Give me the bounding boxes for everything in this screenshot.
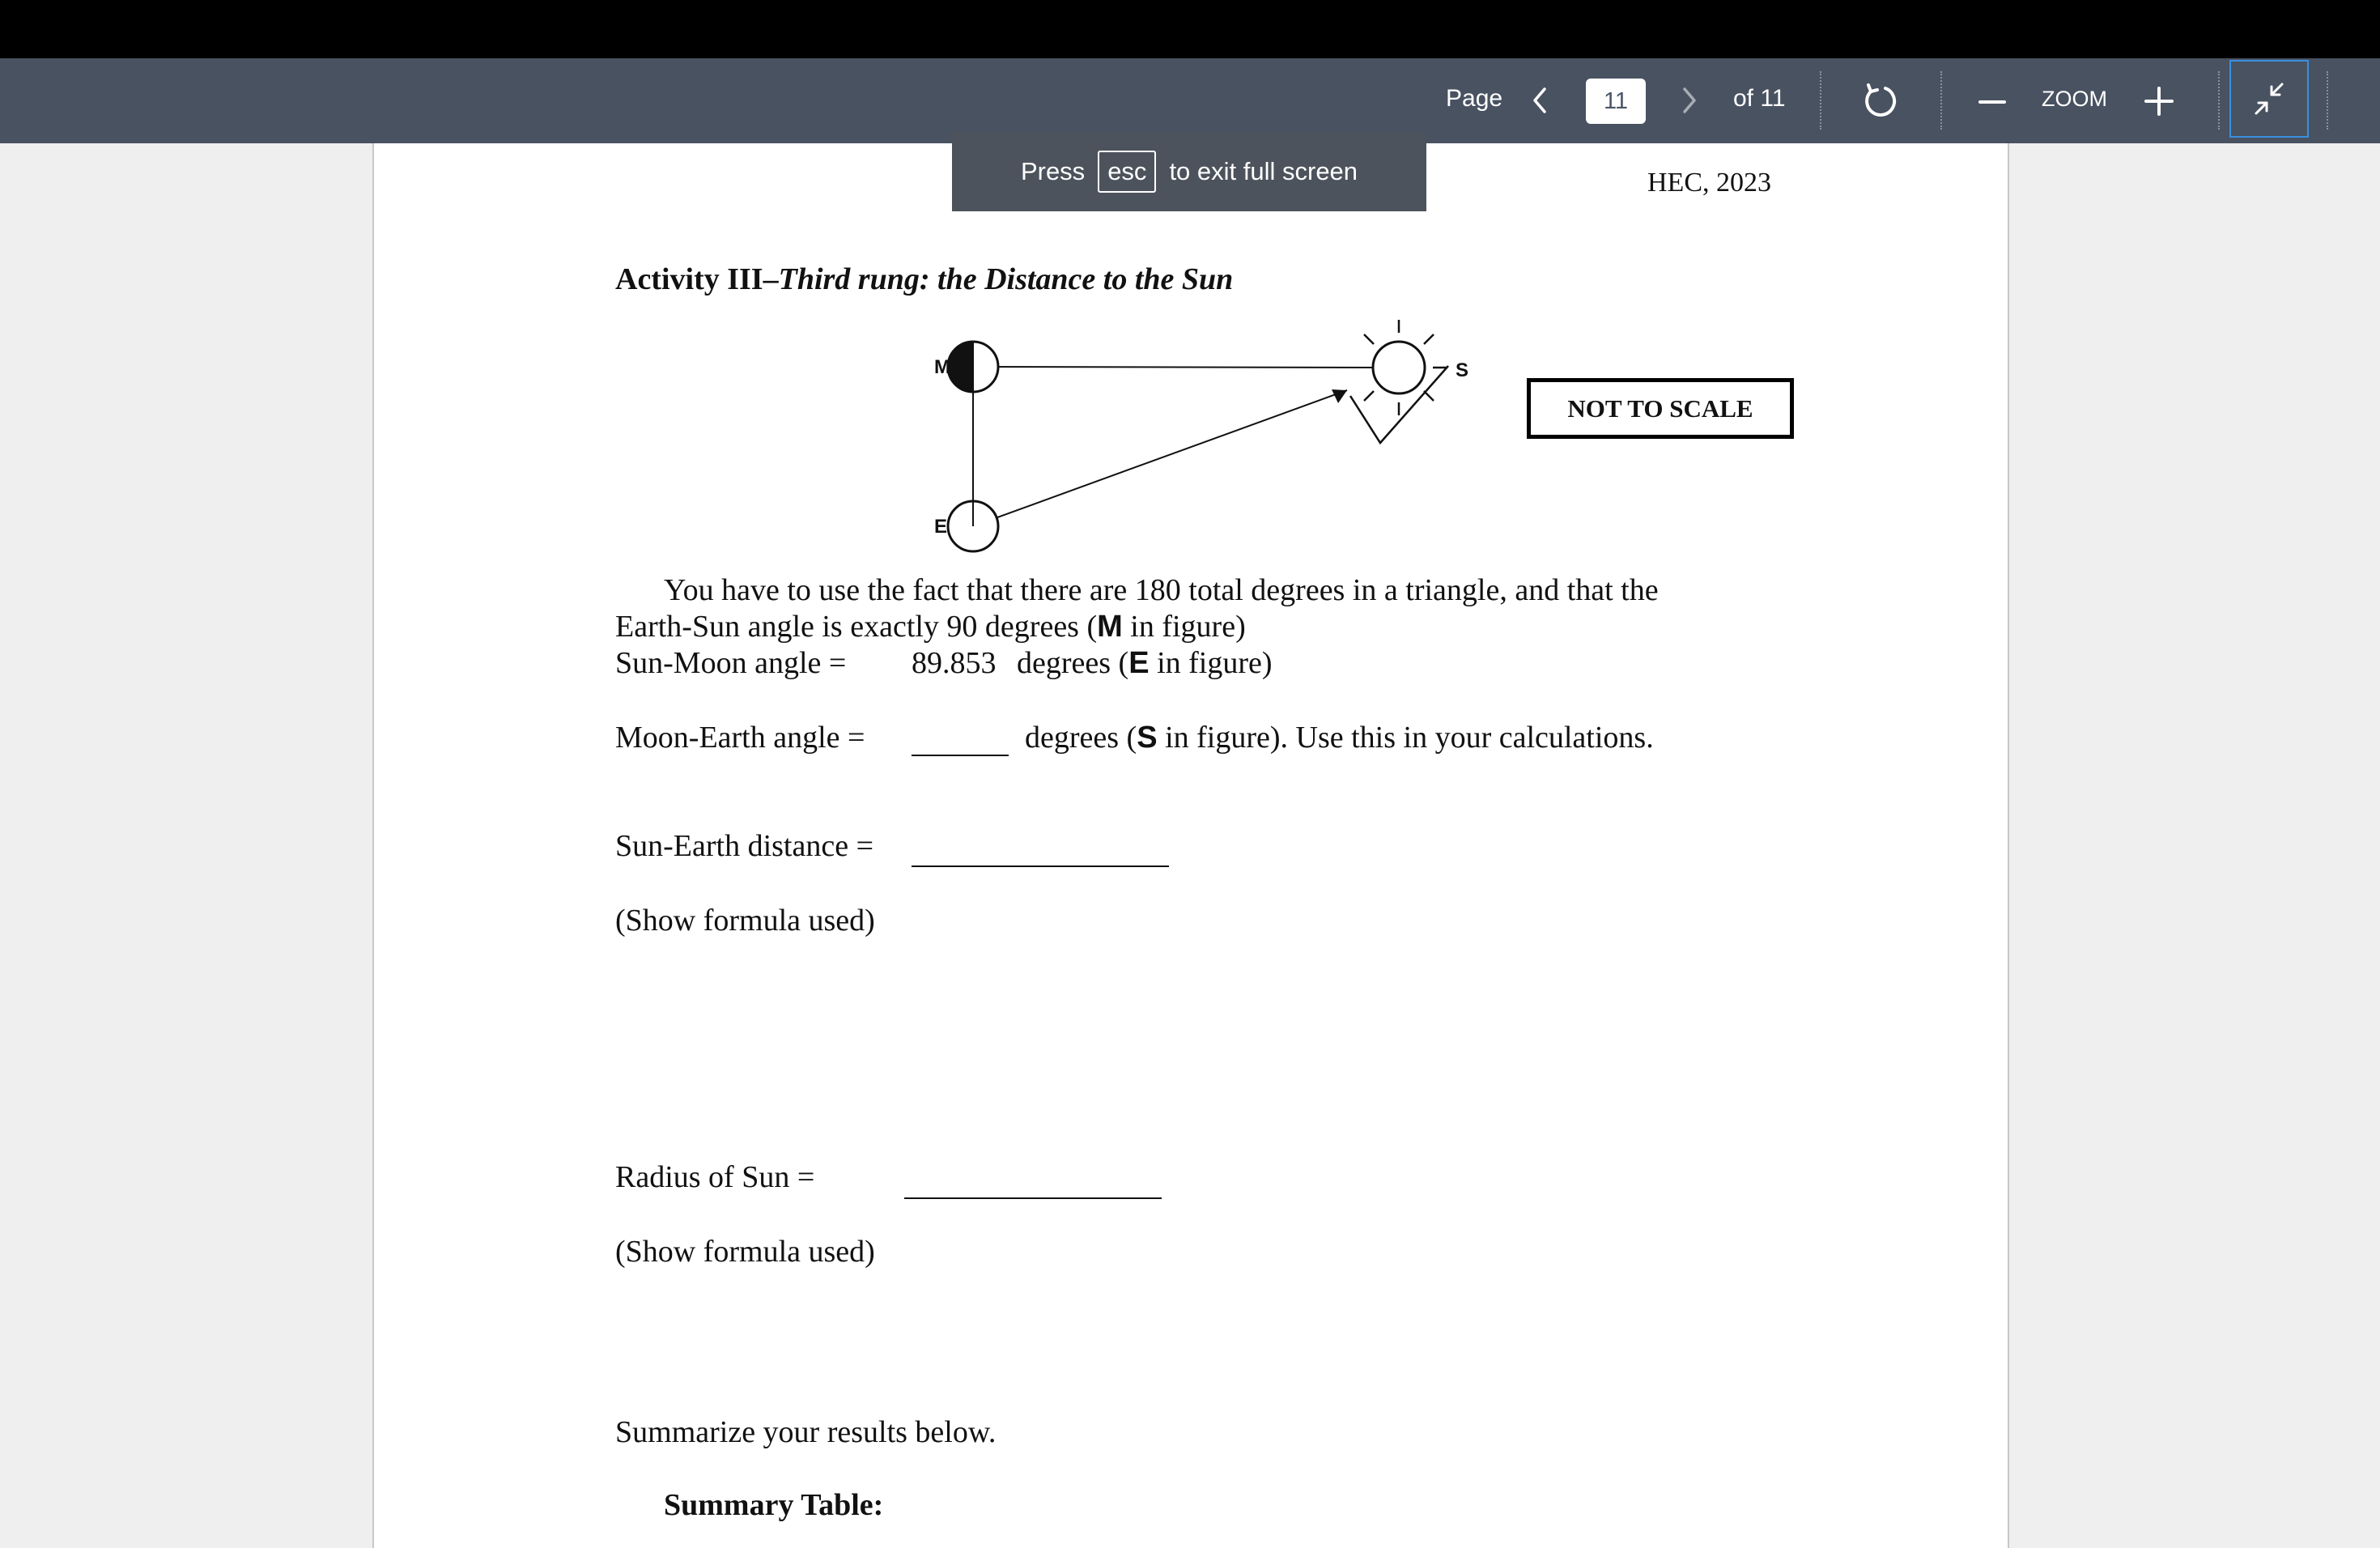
esc-key-badge: esc [1098,151,1156,193]
viewer-toolbar [0,58,2380,143]
earth-label: E [934,516,948,538]
collapse-icon [2231,62,2307,136]
page-number-input[interactable]: 11 [1586,79,1646,124]
moon-earth-angle-label: Moon-Earth angle = [615,721,865,755]
header-year: HEC, 2023 [1647,168,1771,198]
angle-e-label: E [1128,646,1150,680]
page-label: Page [1446,85,1503,112]
instructions-line-1: You have to use the fact that there are 180 total degrees in a triangle, and that the [664,573,1659,607]
document-page [372,143,2009,1548]
window-top-bar [0,0,2380,58]
not-to-scale-text: NOT TO SCALE [1567,393,1753,423]
toolbar-separator [2218,71,2220,130]
angle-s-label: S [1137,721,1158,755]
moon-label: M [934,356,950,378]
sun-label: S [1456,359,1469,381]
sun-moon-angle-value: 89.853 [912,646,997,680]
zoom-label: ZOOM [2042,87,2107,111]
not-to-scale-box [1527,378,1794,439]
plus-icon [2137,79,2181,123]
show-formula-1: (Show formula used) [615,904,875,938]
sun-earth-distance-blank[interactable] [912,865,1169,867]
fullscreen-exit-toast [952,132,1426,211]
toolbar-separator [1820,71,1821,130]
next-page-button[interactable] [1670,78,1707,123]
rotate-icon [1856,78,1903,125]
zoom-in-button[interactable] [2137,79,2181,123]
activity-title-number: Activity III– [615,262,779,296]
total-pages-label: of 11 [1733,85,1786,112]
radius-of-sun-blank[interactable] [904,1197,1162,1199]
exit-fullscreen-button[interactable] [2229,60,2309,138]
toolbar-separator [2327,71,2328,130]
instructions-line-2: Earth-Sun angle is exactly 90 degrees (M in figure) [615,610,1246,644]
chevron-right-icon [1670,78,1707,123]
moon-earth-angle-unit: degrees (S in figure). Use this in your calculations. [1025,721,1654,755]
toast-prefix: Press [1020,157,1086,185]
moon-earth-angle-blank[interactable] [912,755,1009,756]
triangle-diagram [892,305,1621,572]
activity-title-subtitle: Third rung: the Distance to the Sun [778,262,1234,296]
toolbar-separator [1940,71,1942,130]
sun-earth-distance-label: Sun-Earth distance = [615,829,874,863]
angle-m-label: M [1097,610,1123,644]
activity-title [615,262,1233,297]
zoom-out-button[interactable] [1972,81,2012,121]
chevron-left-icon [1522,78,1559,123]
summary-table-title: Summary Table: [664,1488,884,1522]
minus-icon [1972,81,2012,121]
rotate-button[interactable] [1856,78,1903,125]
sun-moon-angle-unit: degrees (E in figure) [1017,646,1273,680]
radius-of-sun-label: Radius of Sun = [615,1160,815,1194]
summarize-instruction: Summarize your results below. [615,1415,997,1449]
toast-suffix: to exit full screen [1169,157,1358,185]
previous-page-button[interactable] [1522,78,1559,123]
sun-circle [1373,342,1425,393]
show-formula-2: (Show formula used) [615,1235,875,1269]
sun-moon-angle-label: Sun-Moon angle = [615,646,847,680]
